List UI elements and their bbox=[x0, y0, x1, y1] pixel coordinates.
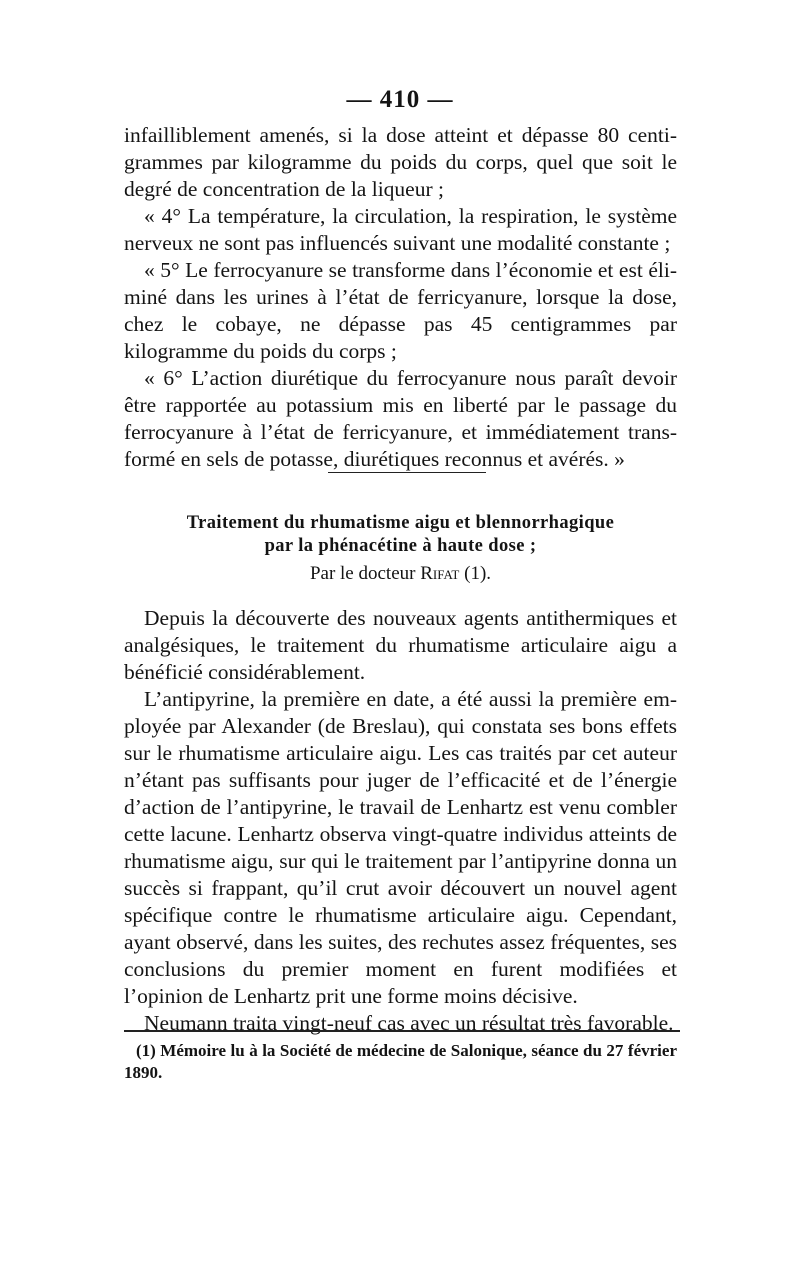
article-author bbox=[124, 562, 677, 586]
footnote-text: (1) Mémoire lu à la Société de médecine de Salonique, séance du 27 février 1890. bbox=[124, 1041, 677, 1082]
article-text-block bbox=[124, 605, 677, 1037]
article-paragraph-3: Neumann traita vingt-neuf cas avec un résultat très favorable. bbox=[144, 1011, 674, 1035]
body-paragraph-3: « 5° Le ferrocyanure se transforme dans l’économie et est éliminé dans les urines à l’état de ferricyanure, lorsque la dose, chez le cobaye, ne dépasse pas 45 centigrammes par kilogramme du poids du corps ; bbox=[124, 258, 677, 363]
article-title bbox=[124, 512, 677, 558]
author-footnote-ref: (1). bbox=[459, 563, 492, 584]
body-paragraph-2: « 4° La température, la circulation, la respiration, le système nerveux ne sont pas influencés suivant une modalité constante ; bbox=[124, 204, 677, 255]
author-name: Rifat bbox=[420, 563, 460, 584]
continued-text-block bbox=[124, 122, 677, 473]
article-paragraph-1: Depuis la découverte des nouveaux agents antithermiques et analgésiques, le traitement du rhumatisme articulaire aigu a bénéficié considérablement. bbox=[124, 606, 677, 684]
footnote bbox=[124, 1040, 677, 1084]
body-paragraph-4: « 6° L’action diurétique du ferrocyanure nous paraît devoir être rapportée au potassium mis en liberté par le passage du ferrocyanure à l’état de ferricyanure, et immédiatement transformé en sels de potasse, diurétiques reconnus et avérés. » bbox=[124, 366, 677, 471]
body-paragraph-1: infailliblement amenés, si la dose atteint et dépasse 80 centigrammes par kilogramme du poids du corps, quel que soit le degré de concentration de la liqueur ; bbox=[124, 123, 677, 201]
section-divider bbox=[328, 472, 486, 473]
page-number: — 410 — bbox=[346, 86, 454, 113]
article-paragraph-2: L’antipyrine, la première en date, a été aussi la première employée par Alexander (de Breslau), qui constata ses bons effets sur le rhumatisme articulaire aigu. Les cas traités par cet auteur n’étant pas suffisants pour juger de l’efficacité et de l’énergie d’action de l’antipyrine, le travail de Lenhartz est venu combler cette lacune. Lenhartz observa vingt-quatre individus atteints de rhumatisme aigu, sur qui le traitement par l’antipyrine donna un succès si frappant, qu’il crut avoir découvert un nouvel agent spécifique contre le rhumatisme articulaire aigu. Cependant, ayant observé, dans les suites, des rechutes assez fréquentes, ses conclusions du premier moment en furent modifiées et l’opinion de Lenhartz prit une forme moins décisive. bbox=[124, 687, 677, 1008]
article-title-line-2: par la phénacétine à haute dose ; bbox=[264, 536, 537, 556]
article-title-line-1: Traitement du rhumatisme aigu et blennorrhagique bbox=[186, 513, 615, 533]
footnote-divider bbox=[124, 1030, 680, 1032]
author-prefix: Par le docteur bbox=[309, 563, 421, 584]
